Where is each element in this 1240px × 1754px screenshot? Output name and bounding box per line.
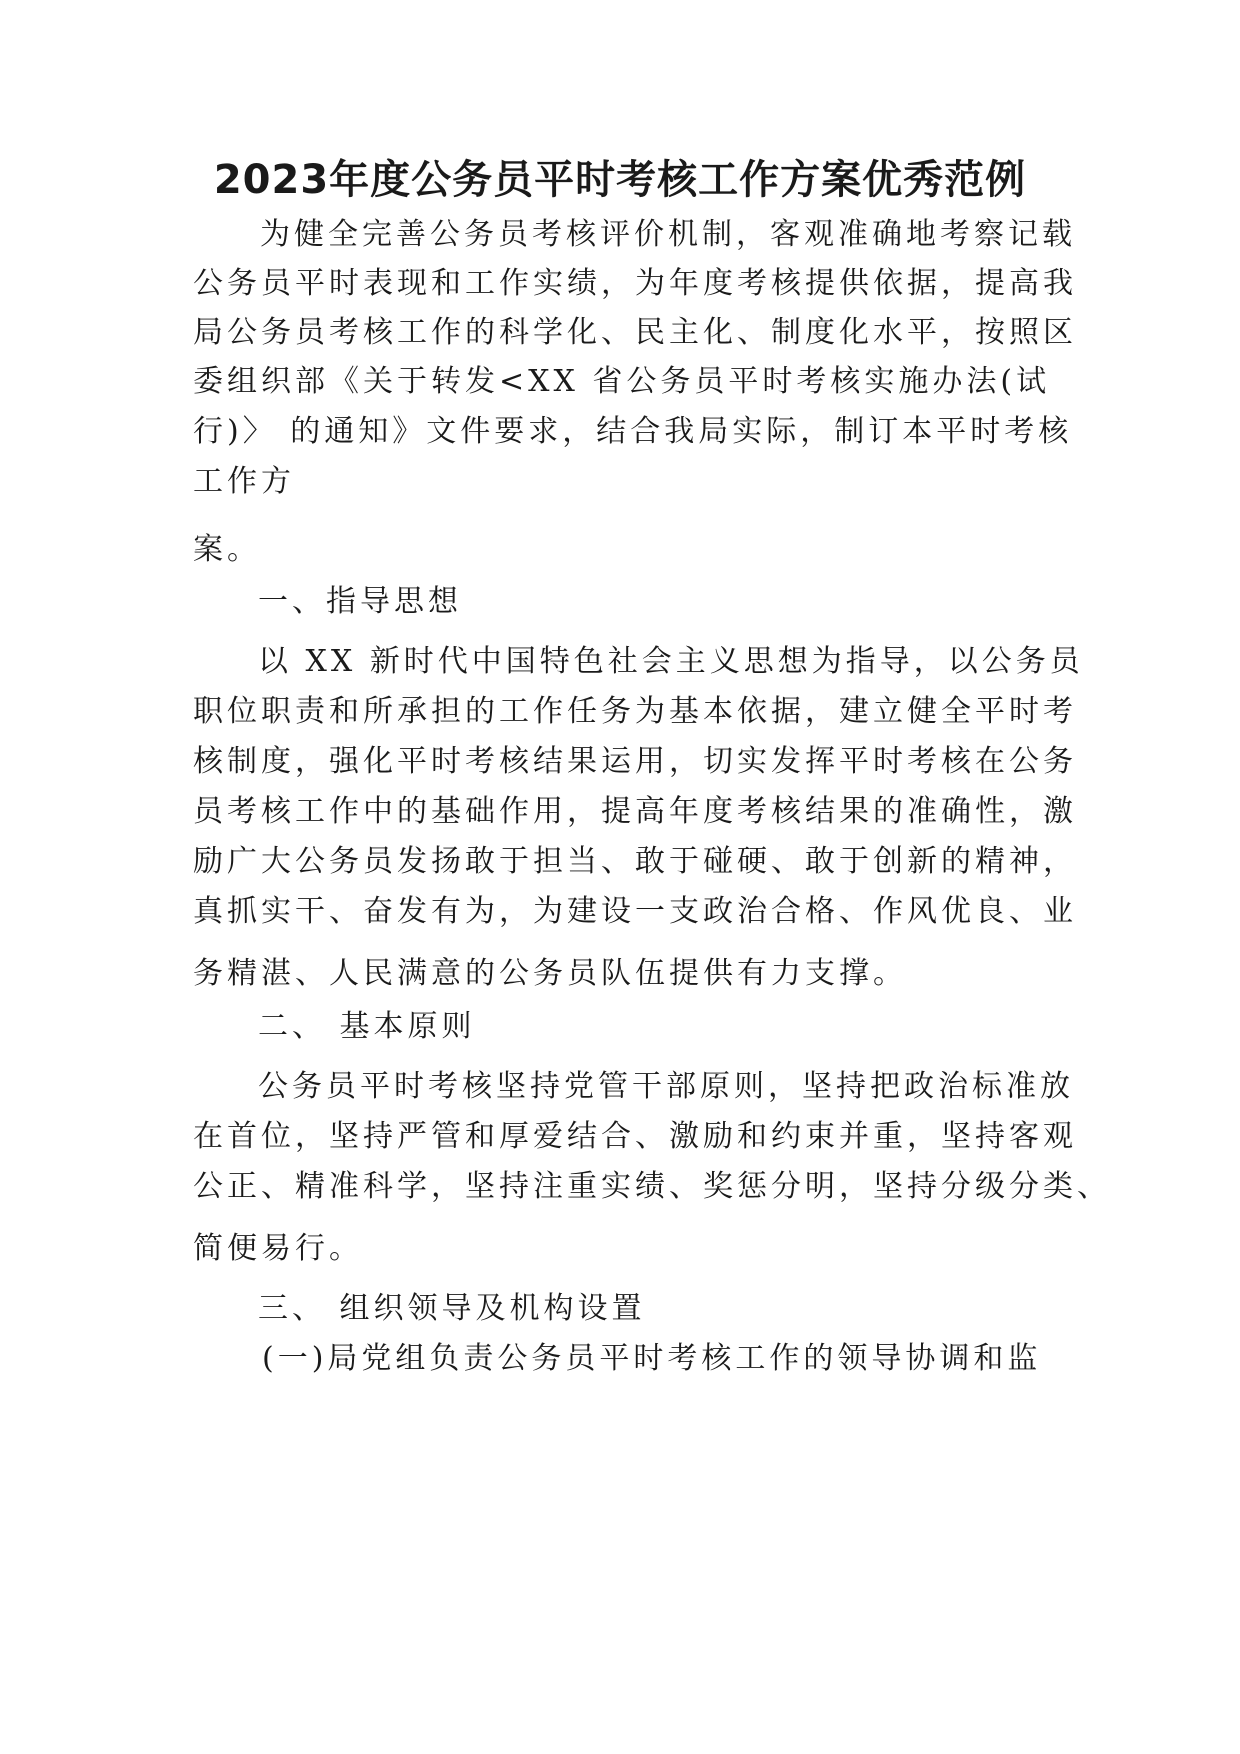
section-heading: 三、 组织领导及机构设置	[258, 1291, 646, 1326]
paragraph-line: 公正、精准科学，坚持注重实绩、奖惩分明，坚持分级分类、	[193, 1169, 1111, 1204]
paragraph-line: 励广大公务员发扬敢于担当、敢于碰硬、敢于创新的精神，	[193, 844, 1077, 879]
paragraph-line: 委组织部《关于转发<XX 省公务员平时考核实施办法(试	[193, 364, 1051, 399]
paragraph-line: 务精湛、人民满意的公务员队伍提供有力支撑。	[193, 956, 907, 991]
paragraph-line: 案。	[193, 532, 261, 567]
paragraph-line: 行)〉 的通知》文件要求，结合我局实际，制订本平时考核	[193, 414, 1073, 449]
paragraph-line: 局公务员考核工作的科学化、民主化、制度化水平，按照区	[193, 315, 1077, 350]
paragraph-line: 公务员平时考核坚持党管干部原则，坚持把政治标准放	[258, 1069, 1074, 1104]
paragraph-line: 工作方	[193, 464, 295, 499]
paragraph-line: 职位职责和所承担的工作任务为基本依据，建立健全平时考	[193, 694, 1077, 729]
section-heading: 一、指导思想	[258, 584, 462, 619]
section-heading: 二、 基本原则	[258, 1009, 476, 1044]
paragraph-line: 员考核工作中的基础作用，提高年度考核结果的准确性，激	[193, 794, 1077, 829]
paragraph-line: 真抓实干、奋发有为，为建设一支政治合格、作风优良、业	[193, 894, 1077, 929]
document-title: 2023年度公务员平时考核工作方案优秀范例	[213, 157, 1027, 203]
paragraph-line: 简便易行。	[193, 1231, 363, 1266]
paragraph-line: 公务员平时表现和工作实绩，为年度考核提供依据，提高我	[193, 266, 1077, 301]
paragraph-line: 在首位，坚持严管和厚爱结合、激励和约束并重，坚持客观	[193, 1119, 1077, 1154]
paragraph-line: 以 XX 新时代中国特色社会主义思想为指导，以公务员	[258, 644, 1084, 679]
paragraph-line: 核制度，强化平时考核结果运用，切实发挥平时考核在公务	[193, 744, 1077, 779]
paragraph-line: 为健全完善公务员考核评价机制，客观准确地考察记载	[260, 217, 1076, 252]
paragraph-line: (一)局党组负责公务员平时考核工作的领导协调和监	[262, 1341, 1042, 1376]
